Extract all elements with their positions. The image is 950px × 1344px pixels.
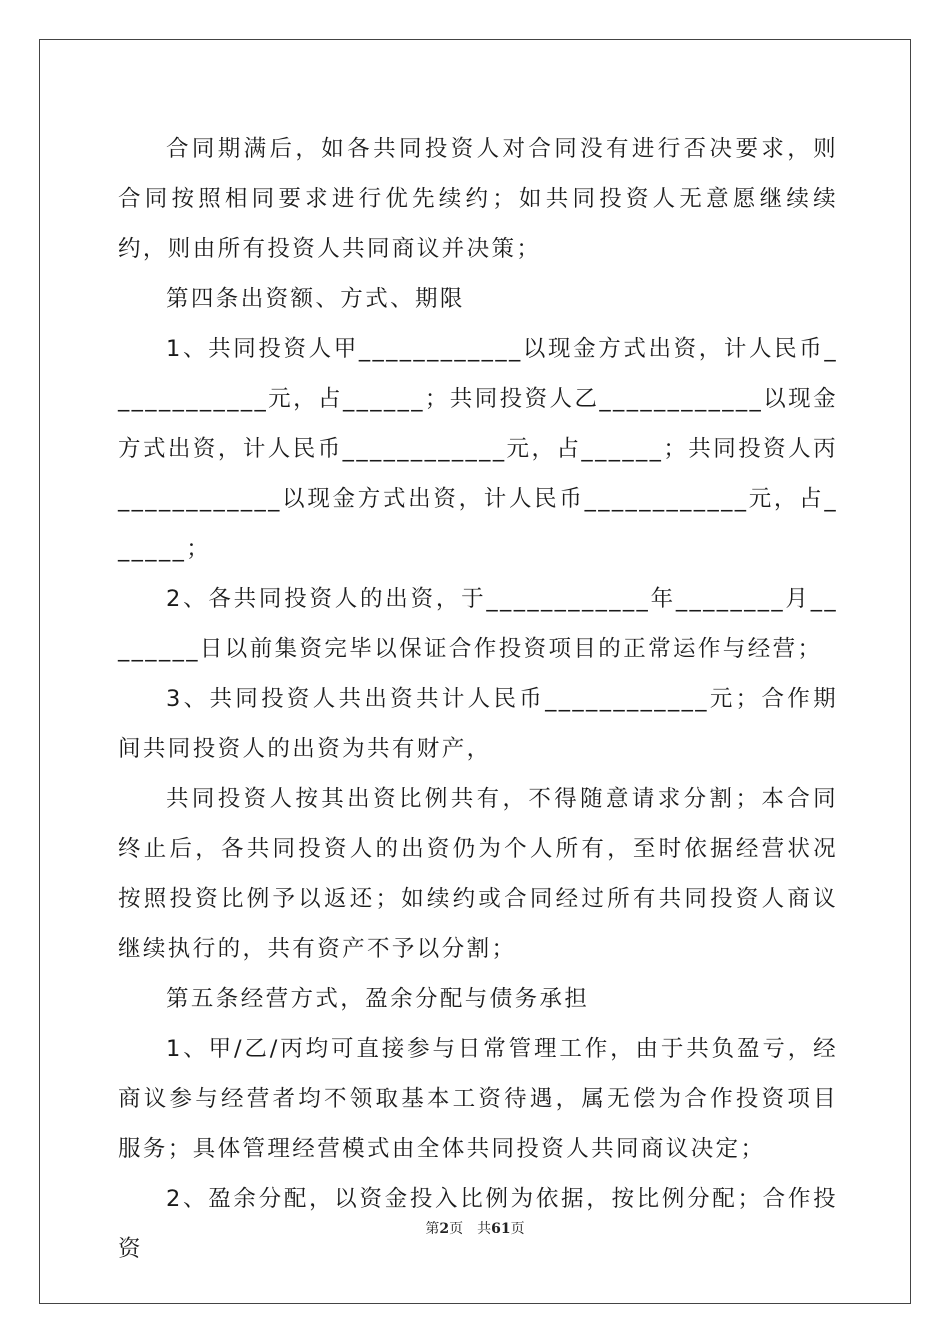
paragraph: 1、甲/乙/丙均可直接参与日常管理工作，由于共负盈亏，经商议参与经营者均不领取基本工资待遇，属无偿为合作投资项目服务；具体管理经营模式由全体共同投资人共同商议决定； xyxy=(118,1036,838,1162)
footer-total-prefix: 共 xyxy=(477,1221,492,1237)
footer-total-suffix: 页 xyxy=(510,1221,525,1237)
paragraph: 3、共同投资人共出资共计人民币____________元；合作期间共同投资人的出资为共有财产， xyxy=(118,686,838,762)
paragraph: 共同投资人按其出资比例共有，不得随意请求分割；本合同终止后，各共同投资人的出资仍为个人所有，至时依据经营状况按照投资比例予以返还；如续约或合同经过所有共同投资人商议继续执行的，共有资产不予以分割； xyxy=(118,786,838,962)
footer-page-word: 页 xyxy=(449,1221,464,1237)
document-body xyxy=(118,124,838,1274)
page-footer xyxy=(0,1218,950,1238)
total-page-count: 61 xyxy=(491,1221,511,1237)
paragraph: 2、盈余分配，以资金投入比例为依据，按比例分配；合作投资 xyxy=(118,1186,838,1262)
section-heading: 第四条出资额、方式、期限 xyxy=(166,286,465,312)
current-page-number: 2 xyxy=(439,1221,450,1237)
footer-prefix: 第 xyxy=(425,1221,440,1237)
paragraph: 1、共同投资人甲____________以现金方式出资，计人民币____________元，占______；共同投资人乙____________以现金方式出资，计人民币____________元，占______；共同投资人丙____________以现金方式出资，计人民币____________元，占______； xyxy=(118,336,838,562)
section-heading: 第五条经营方式，盈余分配与债务承担 xyxy=(166,986,590,1012)
paragraph: 2、各共同投资人的出资，于____________年________月________日以前集资完毕以保证合作投资项目的正常运作与经营； xyxy=(118,586,838,662)
paragraph: 合同期满后，如各共同投资人对合同没有进行否决要求，则合同按照相同要求进行优先续约；如共同投资人无意愿继续续约，则由所有投资人共同商议并决策； xyxy=(118,136,838,262)
